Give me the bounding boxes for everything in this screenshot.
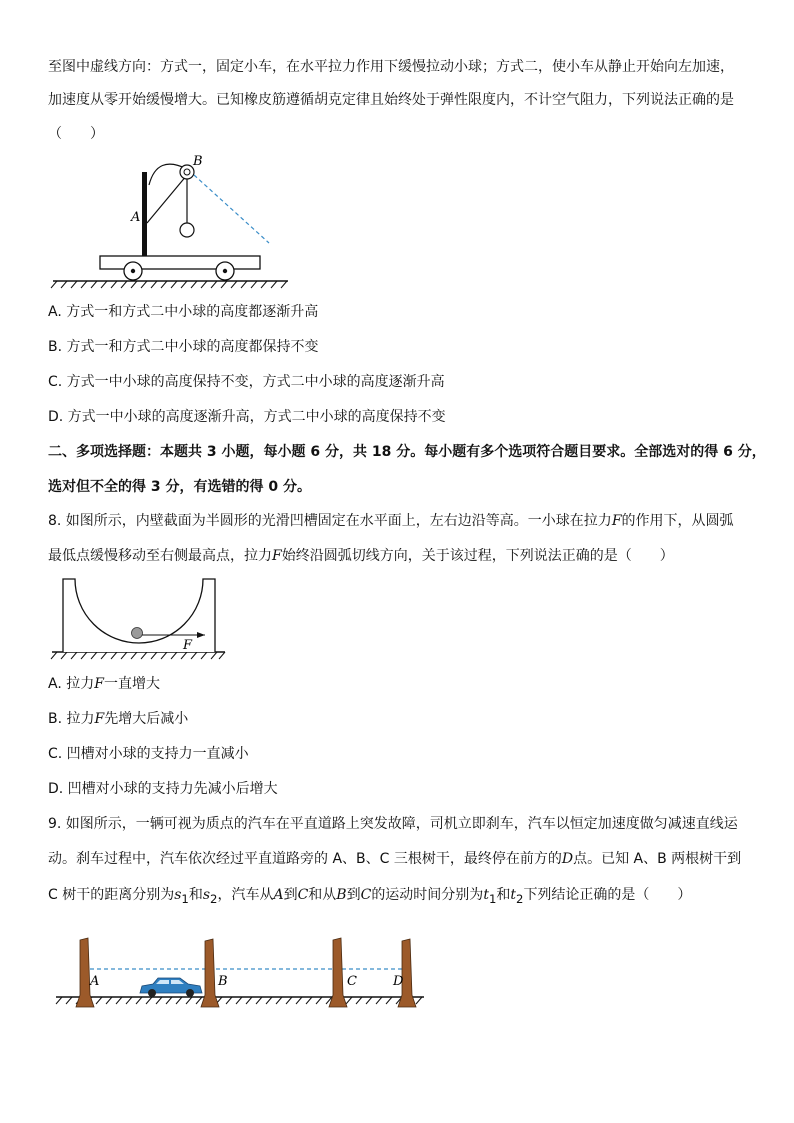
- car-icon: [140, 978, 202, 997]
- q9-label-b: B: [218, 974, 228, 989]
- q8-option-b: B. 拉力F先增大后减小: [48, 711, 189, 727]
- section-2-heading-line-2: 选对但不全的得 3 分，有选错的得 0 分。: [48, 479, 311, 495]
- q8-label-f: F: [183, 638, 193, 653]
- q8-var-f: F: [611, 513, 622, 529]
- q7-answer-paren: （ ）: [48, 126, 104, 142]
- q9-stem-line-3: C 树干的距离分别为$s_1$和$s_2$，汽车从A到C和从B到C的运动时间分别为$t_1$和$t_2$下列结论正确的是（ ）: [48, 887, 692, 906]
- q7-stem-line-2: 加速度从零开始缓慢增大。已知橡皮筋遵循胡克定律且始终处于弹性限度内，不计空气阻力，下列说法正确的是: [48, 92, 734, 108]
- q7-label-b: B: [193, 154, 203, 169]
- q8-option-a: A. 拉力F一直增大: [48, 676, 160, 692]
- q9-figure-road: [50, 935, 430, 1025]
- q9-stem-line-1: 9. 如图所示，一辆可视为质点的汽车在平直道路上突发故障，司机立即刹车，汽车以恒定加速度做匀减速直线运: [48, 816, 738, 832]
- q9-stem-line-2: 动。刹车过程中，汽车依次经过平直道路旁的 A、B、C 三根树干，最终停在前方的D点。已知 A、B 两根树干到: [48, 851, 742, 867]
- q7-stem-line-1: 至图中虚线方向：方式一，固定小车，在水平拉力作用下缓慢拉动小球；方式二，使小车从静止开始向左加速，: [48, 59, 734, 75]
- q9-label-a: A: [90, 974, 100, 989]
- q7-option-b: B. 方式一和方式二中小球的高度都保持不变: [48, 339, 319, 355]
- q7-option-c: C. 方式一中小球的高度保持不变，方式二中小球的高度逐渐升高: [48, 374, 445, 390]
- q7-figure-cart: [45, 145, 305, 295]
- q8-option-c: C. 凹槽对小球的支持力一直减小: [48, 746, 249, 762]
- q9-label-c: C: [347, 974, 357, 989]
- q8-option-d: D. 凹槽对小球的支持力先减小后增大: [48, 781, 278, 797]
- section-2-heading-line-1: 二、多项选择题：本题共 3 小题，每小题 6 分，共 18 分。每小题有多个选项符合题目要求。全部选对的得 6 分，: [48, 444, 766, 460]
- q8-figure-groove: [45, 573, 235, 663]
- q8-stem-line-2: 最低点缓慢移动至右侧最高点，拉力F始终沿圆弧切线方向，关于该过程，下列说法正确的是（ ）: [48, 548, 674, 564]
- q9-label-d: D: [393, 974, 404, 989]
- q7-option-d: D. 方式一中小球的高度逐渐升高，方式二中小球的高度保持不变: [48, 409, 446, 425]
- q7-label-a: A: [131, 210, 141, 225]
- q7-option-a: A. 方式一和方式二中小球的高度都逐渐升高: [48, 304, 319, 320]
- q8-var-f: F: [272, 548, 282, 564]
- q8-stem-line-1: 8. 如图所示，内壁截面为半圆形的光滑凹槽固定在水平面上，左右边沿等高。一小球在拉力F的作用下，从圆弧: [48, 513, 734, 529]
